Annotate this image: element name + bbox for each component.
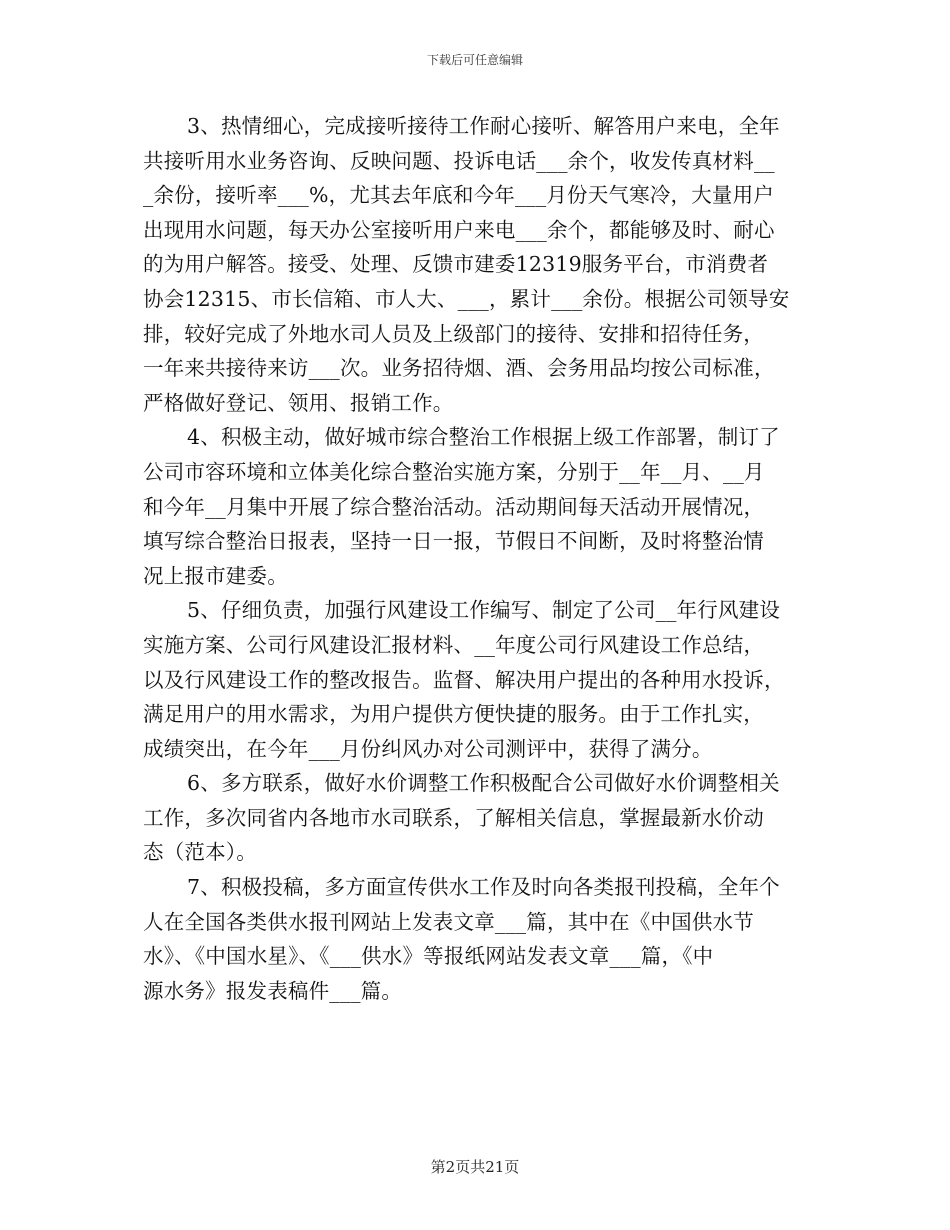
text-line: 协会12315、市长信箱、市人大、___，累计___余份。根据公司领导安 bbox=[143, 286, 790, 311]
text-line: 水》、《中国水星》、《___供水》等报纸网站发表文章___篇，《中 bbox=[143, 944, 714, 969]
text-line: 成绩突出，在今年___月份纠风办对公司测评中，获得了满分。 bbox=[143, 736, 713, 761]
text-line: 6、多方联系，做好水价调整工作积极配合公司做好水价调整相关 bbox=[187, 771, 780, 796]
text-line: 严格做好登记、领用、报销工作。 bbox=[143, 390, 454, 415]
text-line: 工作，多次同省内各地市水司联系，了解相关信息，掌握最新水价动 bbox=[143, 805, 764, 830]
text-line: 4、积极主动，做好城市综合整治工作根据上级工作部署，制订了 bbox=[187, 425, 780, 450]
paragraph-item-3 bbox=[143, 109, 807, 420]
page-header: 下载后可任意编辑 bbox=[426, 53, 523, 67]
text-line: 7、积极投稿，多方面宣传供水工作及时向各类报刊投稿，全年个 bbox=[187, 875, 780, 900]
text-line: 源水务》报发表稿件___篇。 bbox=[143, 978, 403, 1003]
paragraph-item-5 bbox=[143, 593, 807, 766]
text-line: 排，较好完成了外地水司人员及上级部门的接待、安排和招待任务， bbox=[143, 321, 764, 346]
document-body bbox=[143, 109, 807, 1008]
paragraph-item-6 bbox=[143, 766, 807, 870]
text-line: 一年来共接待来访___次。业务招待烟、酒、会务用品均按公司标准， bbox=[143, 356, 775, 381]
text-line: 满足用户的用水需求，为用户提供方便快捷的服务。由于工作扎实， bbox=[143, 702, 764, 727]
page-number-footer: 第2页共21页 bbox=[430, 1158, 520, 1176]
text-line: 5、仔细负责，加强行风建设工作编写、制定了公司__年行风建设 bbox=[187, 598, 781, 623]
text-line: 态（范本）。 bbox=[143, 840, 257, 865]
text-line: 共接听用水业务咨询、反映问题、投诉电话___余个，收发传真材料__ bbox=[143, 148, 775, 173]
text-line: 填写综合整治日报表，坚持一日一报，节假日不间断，及时将整治情 bbox=[143, 529, 764, 554]
text-line: _余份，接听率___%，尤其去年底和今年___月份天气寒冷，大量用户 bbox=[143, 183, 775, 208]
text-line: 出现用水问题，每天办公室接听用户来电___余个，都能够及时、耐心 bbox=[143, 217, 775, 242]
text-line: 公司市容环境和立体美化综合整治实施方案，分别于__年__月、__月 bbox=[143, 459, 765, 484]
text-line: 况上报市建委。 bbox=[143, 563, 288, 588]
text-line: 实施方案、公司行风建设汇报材料、__年度公司行风建设工作总结， bbox=[143, 632, 765, 657]
text-line: 以及行风建设工作的整改报告。监督、解决用户提出的各种用水投诉， bbox=[143, 667, 785, 692]
paragraph-item-4 bbox=[143, 420, 807, 593]
text-line: 和今年__月集中开展了综合整治活动。活动期间每天活动开展情况， bbox=[143, 494, 765, 519]
text-line: 的为用户解答。接受、处理、反馈市建委12319服务平台，市消费者 bbox=[143, 252, 769, 277]
text-line: 人在全国各类供水报刊网站上发表文章___篇，其中在《中国供水节 bbox=[143, 909, 754, 934]
paragraph-item-7 bbox=[143, 870, 807, 1008]
text-line: 3、热情细心，完成接听接待工作耐心接听、解答用户来电，全年 bbox=[187, 114, 780, 138]
